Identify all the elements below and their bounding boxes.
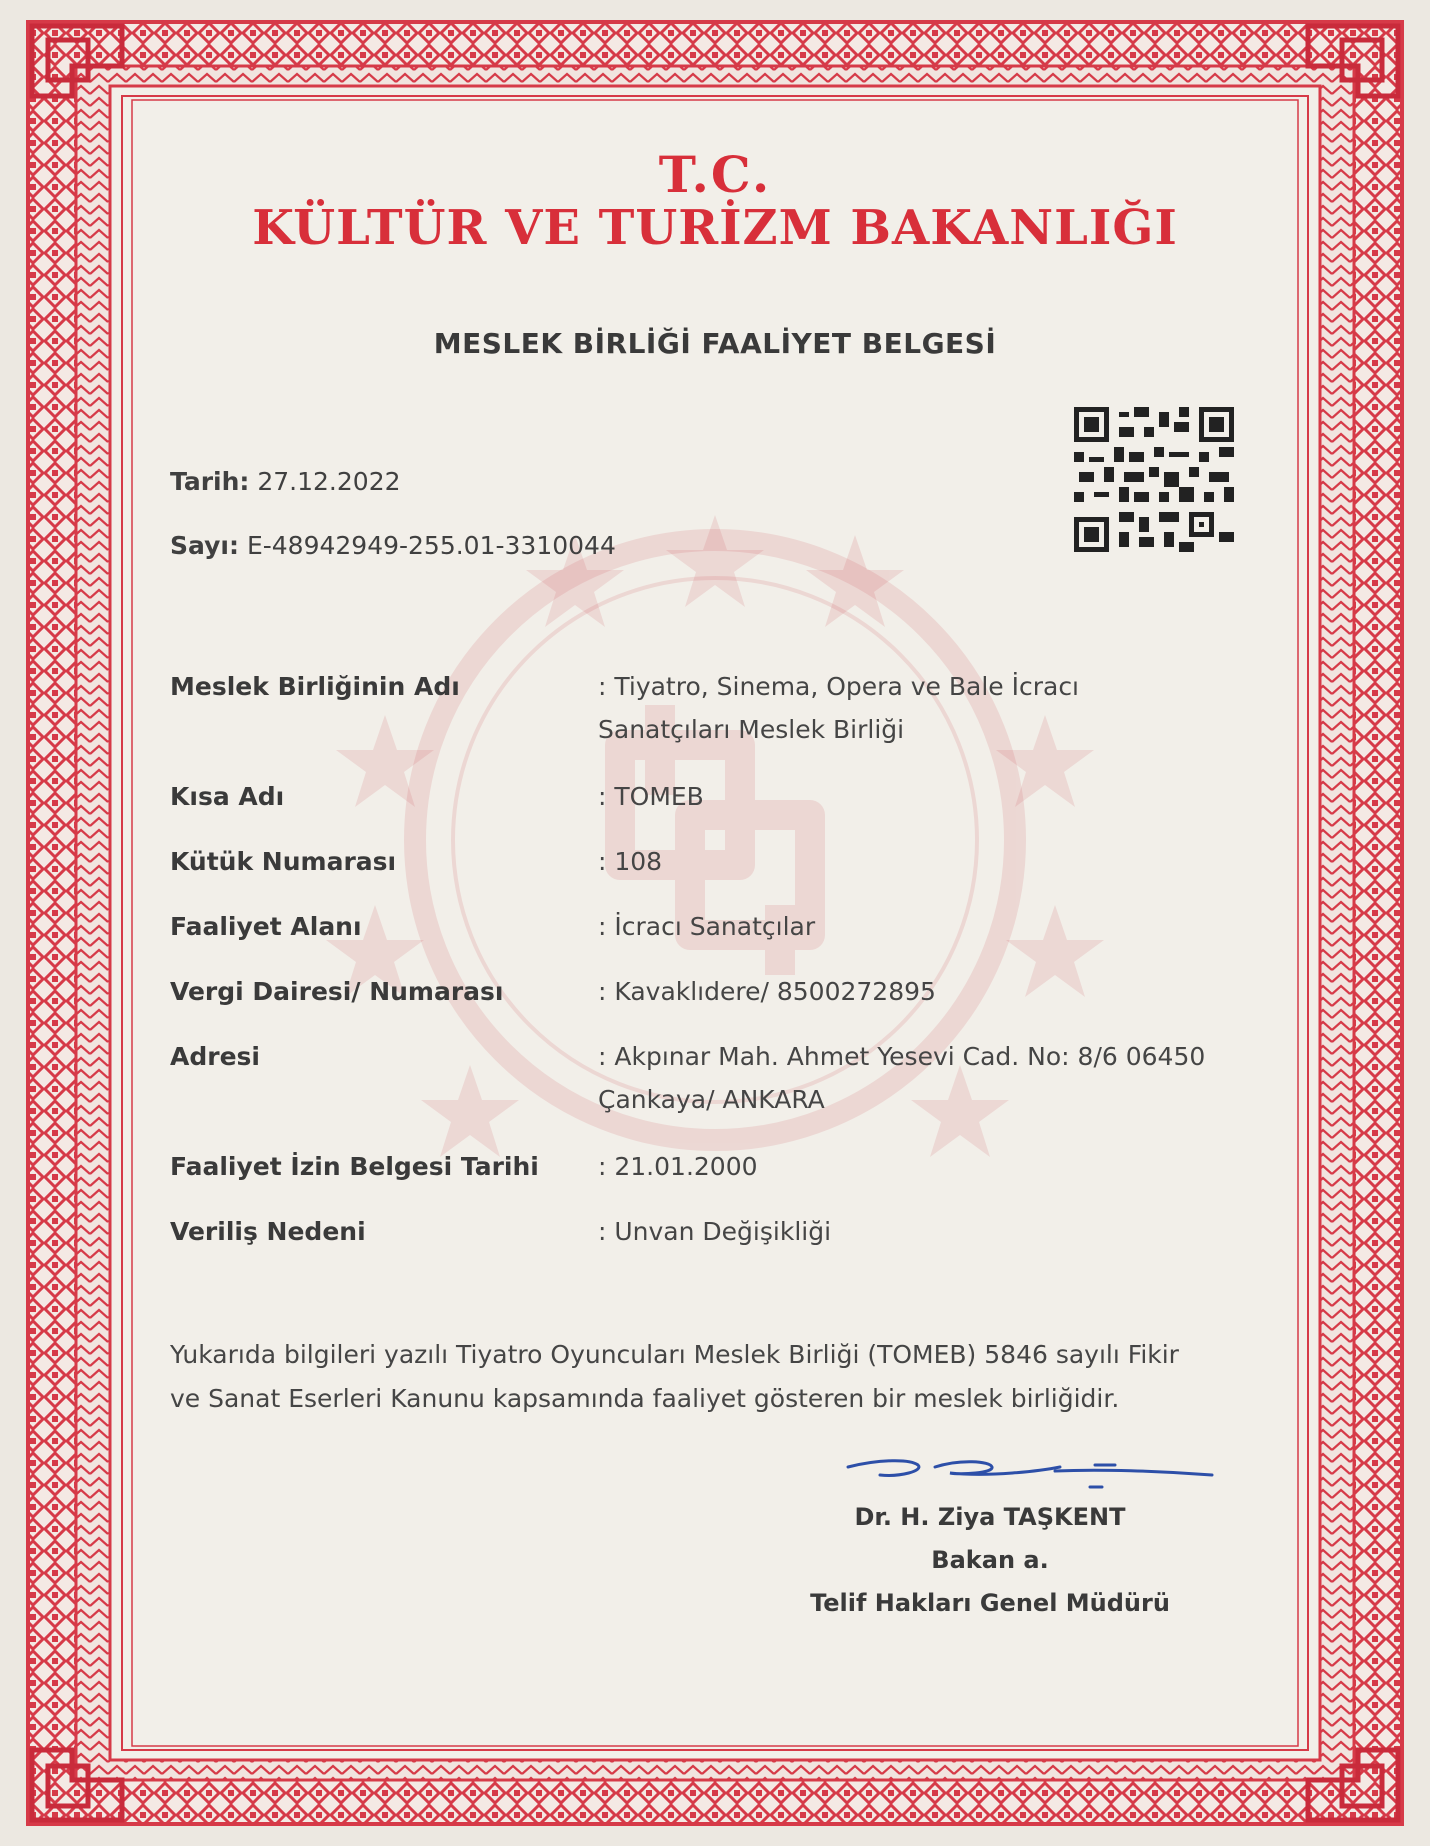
field-label: Kısa Adı	[170, 782, 285, 811]
field-label: Meslek Birliğinin Adı	[170, 672, 460, 701]
date-label: Tarih:	[170, 467, 250, 496]
field-label: Kütük Numarası	[170, 847, 397, 876]
field-value: : TOMEB	[598, 782, 704, 811]
date-value: 27.12.2022	[257, 467, 401, 496]
field-value-line: Sanatçıları Meslek Birliği	[598, 715, 905, 744]
field-value-line: : Akpınar Mah. Ahmet Yesevi Cad. No: 8/6 06450	[598, 1042, 1206, 1071]
field-label: Faaliyet Alanı	[170, 912, 362, 941]
field-value-line: Çankaya/ ANKARA	[598, 1085, 825, 1114]
statement-line: Yukarıda bilgileri yazılı Tiyatro Oyuncuları Meslek Birliği (TOMEB) 5846 sayılı Fikir	[170, 1340, 1179, 1369]
field-value	[598, 1035, 1288, 1121]
country-heading: T.C.	[658, 145, 772, 204]
field-label: Veriliş Nedeni	[170, 1217, 366, 1246]
statement-line: ve Sanat Eserleri Kanunu kapsamında faaliyet gösteren bir meslek birliğidir.	[170, 1384, 1120, 1413]
handwritten-signature	[840, 1445, 1220, 1505]
document-number	[170, 531, 616, 560]
field-value: : 21.01.2000	[598, 1152, 758, 1181]
signatory-name: Dr. H. Ziya TAŞKENT	[854, 1503, 1126, 1531]
field-value: : Unvan Değişikliği	[598, 1217, 832, 1246]
field-value: : 108	[598, 847, 663, 876]
certificate-body	[140, 105, 1290, 1743]
signatory-role: Bakan a.	[931, 1546, 1049, 1574]
field-label: Faaliyet İzin Belgesi Tarihi	[170, 1152, 539, 1181]
qr-code-icon	[1074, 407, 1234, 552]
field-label: Adresi	[170, 1042, 260, 1071]
number-value: E-48942949-255.01-3310044	[246, 531, 616, 560]
number-label: Sayı:	[170, 531, 239, 560]
ministry-heading: KÜLTÜR VE TURİZM BAKANLIĞI	[252, 200, 1178, 256]
signatory-department: Telif Hakları Genel Müdürü	[810, 1589, 1170, 1617]
field-value-line: : Tiyatro, Sinema, Opera ve Bale İcracı	[598, 672, 1080, 701]
certification-statement	[170, 1333, 1280, 1421]
field-value: : İcracı Sanatçılar	[598, 912, 816, 941]
field-label: Vergi Dairesi/ Numarası	[170, 977, 504, 1006]
field-value	[598, 665, 1288, 751]
document-date	[170, 467, 401, 496]
document-title: MESLEK BİRLİĞİ FAALİYET BELGESİ	[433, 327, 997, 360]
field-value: : Kavaklıdere/ 8500272895	[598, 977, 936, 1006]
